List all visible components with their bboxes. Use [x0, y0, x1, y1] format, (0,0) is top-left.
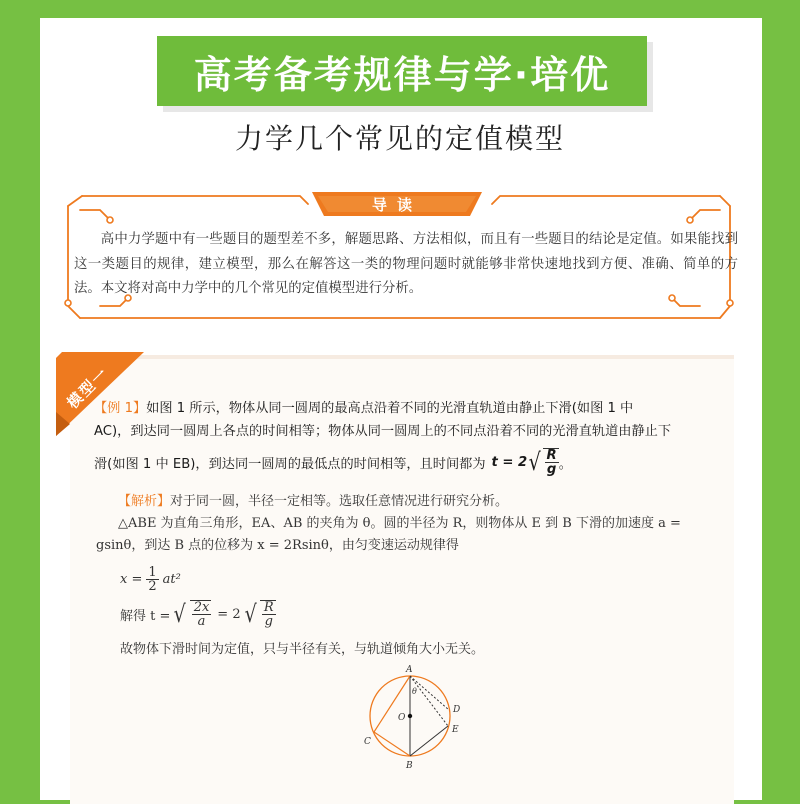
eq2-prefix: 解得 t = [120, 608, 171, 624]
eq1-num: 1 [148, 565, 157, 580]
eq2-mid: = 2 [217, 606, 241, 622]
eq1-den: 2 [148, 579, 157, 594]
eq2-den2: g [264, 614, 273, 629]
label-d: D [453, 705, 461, 715]
diagram-chord-ae [410, 676, 448, 726]
solution-conclusion: 故物体下滑时间为定值，只与半径有关，与轨道倾角大小无关。 [120, 642, 485, 657]
guide-tag: 导读 [371, 195, 422, 214]
eq2-den1: a [197, 614, 206, 629]
sqrt-symbol-2: √ [173, 600, 187, 628]
example-line-2: AC)，到达同一圆周上各点的时间相等；物体从同一圆周上的不同点沿着不同的光滑直轨道由静止下 [94, 424, 672, 439]
example-formula-t: t = 2 [491, 454, 528, 470]
example-tag: 【例 1】 [94, 401, 147, 416]
example-period: 。 [558, 456, 572, 472]
example-text-3: 滑(如图 1 中 EB)，到达同一圆周的最低点的时间相等，且时间都为 [94, 456, 486, 472]
example-line-1 [94, 397, 633, 416]
solution-line-1: △ABE 为直角三角形，EA、AB 的夹角为 θ。圆的半径为 R，则物体从 E 到 B 下滑的加速度 a = [118, 516, 681, 531]
example-formula-den: g [546, 462, 557, 477]
model-tab-label: 模型一 [63, 363, 113, 413]
label-o: O [398, 713, 406, 723]
sqrt-symbol-3: √ [244, 600, 257, 628]
eq1-left: x = [120, 572, 143, 587]
eq1-right: at² [162, 572, 181, 587]
equation-2 [120, 600, 276, 628]
diagram-chord-ac [374, 676, 410, 732]
example-line-3 [94, 448, 572, 476]
sqrt-symbol: √ [528, 448, 542, 476]
example-text-1: 如图 1 所示，物体从同一圆周的最高点沿着不同的光滑直轨道由静止下滑(如图 1 中 [146, 401, 634, 416]
label-theta: θ [412, 687, 417, 696]
banner-title: 高考备考规律与学·培优 [193, 52, 611, 97]
label-e: E [452, 725, 459, 735]
label-a: A [406, 665, 413, 675]
diagram-center-point [408, 714, 412, 718]
eq2-num1: 2x [193, 600, 210, 615]
page-subtitle: 力学几个常见的定值模型 [234, 122, 565, 155]
solution-tag: 【解析】 [118, 494, 171, 509]
label-c: C [364, 737, 371, 747]
circle-diagram [360, 660, 470, 770]
equation-1 [120, 566, 181, 593]
solution-line-2: gsinθ，到达 B 点的位移为 x = 2Rsinθ，由匀变速运动规律得 [96, 538, 459, 553]
label-b: B [406, 761, 413, 770]
eq2-num2: R [263, 600, 274, 615]
solution-intro: 对于同一圆，半径一定相等。选取任意情况进行研究分析。 [170, 494, 509, 509]
guide-text: 高中力学题中有一些题目的题型差不多，解题思路、方法相似，而且有一些题目的结论是定值。如果能找到这一类题目的规律，建立模型，那么在解答这一类的物理问题时就能够非常快速地找到方便、准确、简单的方法。本文将对高中力学中的几个常见的定值模型进行分析。 [74, 232, 738, 296]
example-formula-num: R [546, 448, 557, 463]
solution-intro-line [118, 490, 508, 509]
